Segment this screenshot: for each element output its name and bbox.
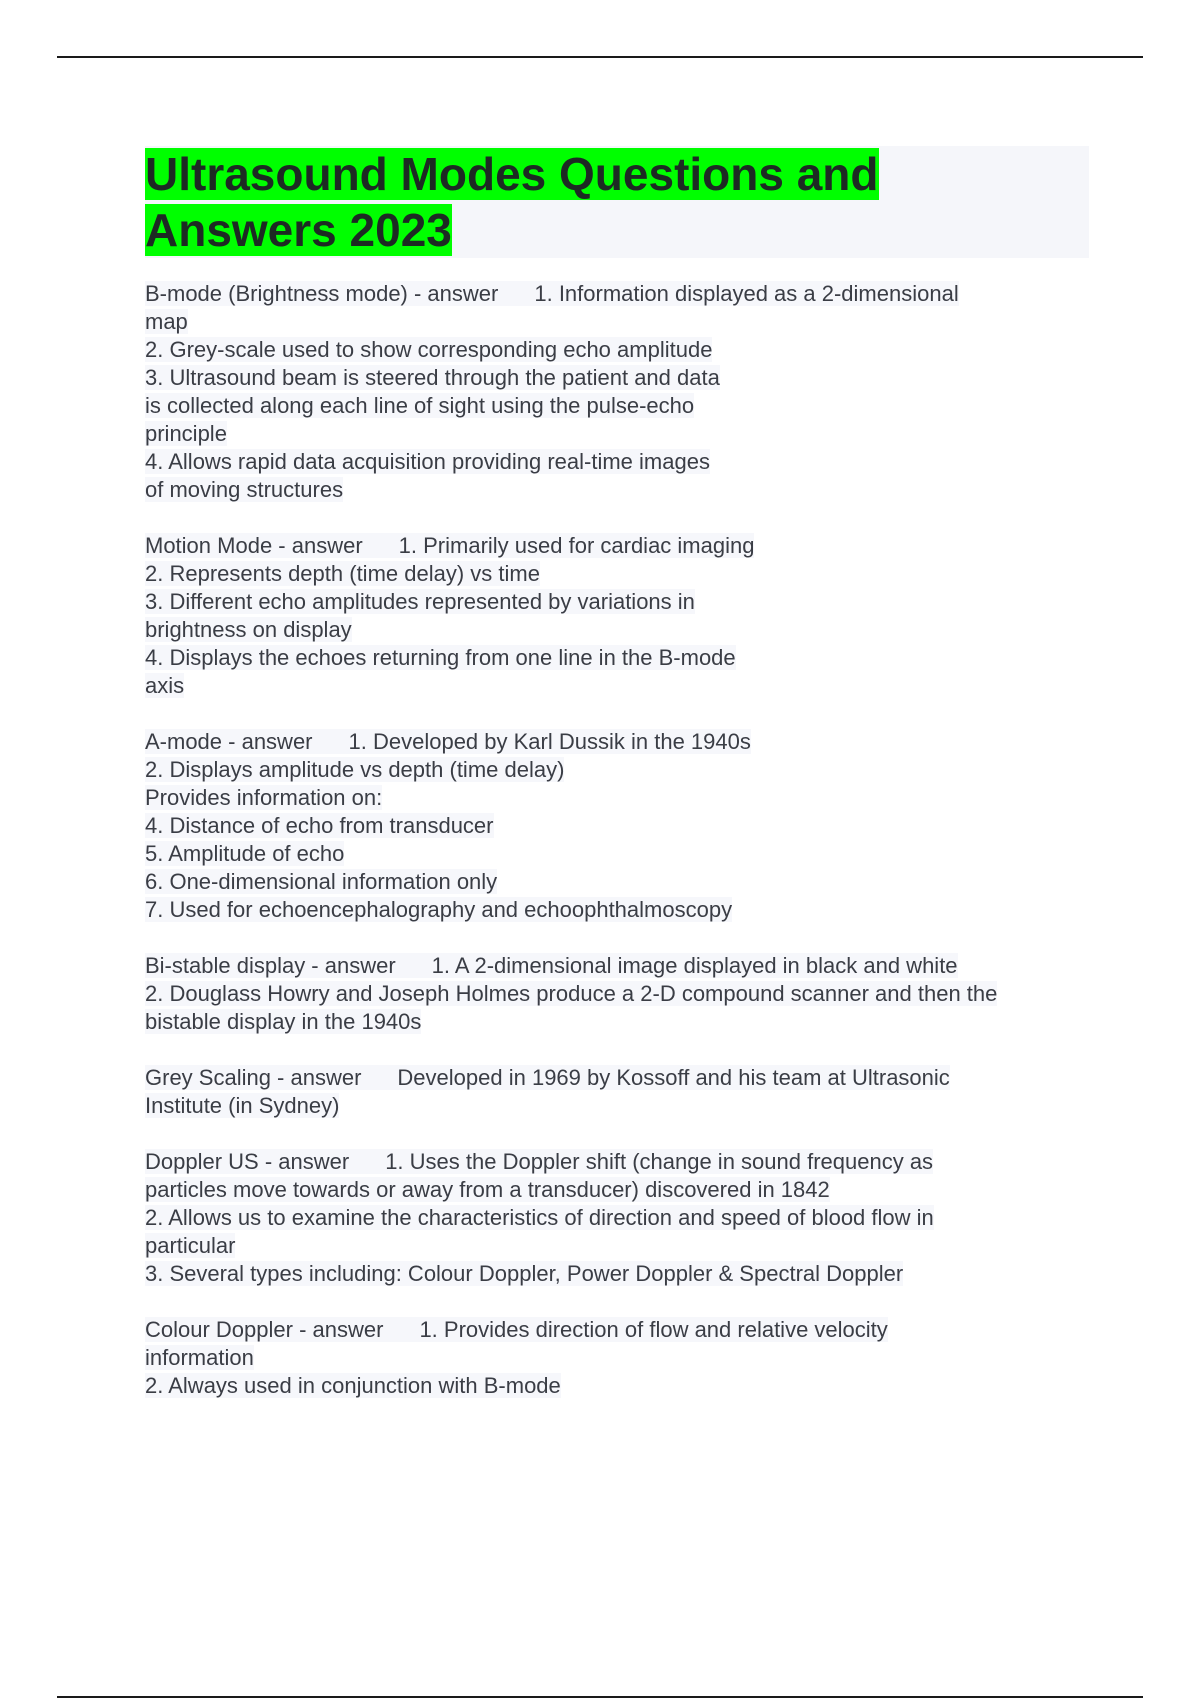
question-label: Doppler US - answer (145, 1149, 350, 1174)
qa-entry (145, 728, 1089, 924)
answer-line (145, 672, 1089, 700)
title-line-2: Answers 2023 (145, 204, 452, 256)
qa-entry (145, 1064, 1089, 1120)
answer-line (145, 868, 1089, 896)
answer-text: 5. Amplitude of echo (145, 841, 345, 866)
answer-text: Provides information on: (145, 785, 383, 810)
answer-line (145, 1372, 1089, 1400)
question-label: Motion Mode - answer (145, 533, 363, 558)
answer-text: 3. Different echo amplitudes represented by variations in (145, 589, 695, 614)
answer-text: axis (145, 673, 185, 698)
answer-text: 2. Represents depth (time delay) vs time (145, 561, 540, 586)
question-label: Colour Doppler - answer (145, 1317, 384, 1342)
qa-entry (145, 1316, 1089, 1400)
answer-text: map (145, 309, 188, 334)
answer-line (145, 1064, 1089, 1092)
qa-entry (145, 532, 1089, 700)
answer-text: 1. Provides direction of flow and relative velocity (419, 1317, 888, 1342)
answer-text: 1. Uses the Doppler shift (change in sound frequency as (385, 1149, 934, 1174)
answer-text: brightness on display (145, 617, 352, 642)
answer-text: Developed in 1969 by Kossoff and his team at Ultrasonic (397, 1065, 950, 1090)
answer-line (145, 1092, 1089, 1120)
answer-line (145, 1344, 1089, 1372)
answer-line (145, 728, 1089, 756)
answer-line (145, 420, 1089, 448)
answer-line (145, 560, 1089, 588)
answer-line (145, 308, 1089, 336)
answer-line (145, 392, 1089, 420)
answer-line (145, 980, 1089, 1008)
answer-text: particular (145, 1233, 236, 1258)
answer-text: 1. A 2-dimensional image displayed in black and white (431, 953, 958, 978)
answer-line (145, 1316, 1089, 1344)
answer-text: 2. Always used in conjunction with B-mode (145, 1373, 561, 1398)
answer-line (145, 364, 1089, 392)
answer-line (145, 1008, 1089, 1036)
title-line-1: Ultrasound Modes Questions and (145, 148, 879, 200)
answer-line (145, 896, 1089, 924)
answer-line (145, 616, 1089, 644)
document-title (145, 146, 1089, 258)
answer-line (145, 756, 1089, 784)
answer-text: is collected along each line of sight using the pulse-echo (145, 393, 695, 418)
answer-line (145, 1204, 1089, 1232)
document-body (145, 146, 1089, 1428)
answer-text: 6. One-dimensional information only (145, 869, 498, 894)
question-label: A-mode - answer (145, 729, 313, 754)
title-box (145, 146, 1089, 258)
answer-line (145, 644, 1089, 672)
answer-text: 4. Distance of echo from transducer (145, 813, 494, 838)
qa-entry (145, 1148, 1089, 1288)
answer-text: 4. Allows rapid data acquisition providing real-time images (145, 449, 710, 474)
answer-text: bistable display in the 1940s (145, 1009, 422, 1034)
answer-text: of moving structures (145, 477, 344, 502)
answer-text: 1. Primarily used for cardiac imaging (398, 533, 755, 558)
top-rule (57, 56, 1143, 58)
answer-text: 4. Displays the echoes returning from one line in the B-mode (145, 645, 736, 670)
answer-line (145, 1176, 1089, 1204)
qa-entry (145, 280, 1089, 504)
question-label: Bi-stable display - answer (145, 953, 396, 978)
answer-line (145, 280, 1089, 308)
answer-line (145, 448, 1089, 476)
answer-line (145, 784, 1089, 812)
answer-line (145, 952, 1089, 980)
answer-text: 1. Developed by Karl Dussik in the 1940s (348, 729, 751, 754)
answer-line (145, 476, 1089, 504)
answer-text: 1. Information displayed as a 2-dimensional (534, 281, 959, 306)
answer-line (145, 588, 1089, 616)
answer-line (145, 1148, 1089, 1176)
answer-line (145, 840, 1089, 868)
answer-text: principle (145, 421, 227, 446)
question-label: Grey Scaling - answer (145, 1065, 362, 1090)
answer-text: 7. Used for echoencephalography and echoophthalmoscopy (145, 897, 733, 922)
answer-line (145, 1260, 1089, 1288)
answer-text: 2. Allows us to examine the characteristics of direction and speed of blood flow in (145, 1205, 934, 1230)
qa-entry (145, 952, 1089, 1036)
qa-list (145, 280, 1089, 1400)
answer-line (145, 336, 1089, 364)
answer-line (145, 812, 1089, 840)
answer-text: 3. Several types including: Colour Doppler, Power Doppler & Spectral Doppler (145, 1261, 904, 1286)
answer-text: Institute (in Sydney) (145, 1093, 340, 1118)
answer-text: information (145, 1345, 254, 1370)
answer-text: particles move towards or away from a transducer) discovered in 1842 (145, 1177, 830, 1202)
answer-text: 2. Displays amplitude vs depth (time delay) (145, 757, 565, 782)
question-label: B-mode (Brightness mode) - answer (145, 281, 499, 306)
answer-text: 2. Douglass Howry and Joseph Holmes produce a 2-D compound scanner and then the (145, 981, 998, 1006)
answer-text: 3. Ultrasound beam is steered through the patient and data (145, 365, 720, 390)
answer-line (145, 1232, 1089, 1260)
answer-line (145, 532, 1089, 560)
answer-text: 2. Grey-scale used to show corresponding echo amplitude (145, 337, 713, 362)
bottom-rule (57, 1696, 1143, 1698)
